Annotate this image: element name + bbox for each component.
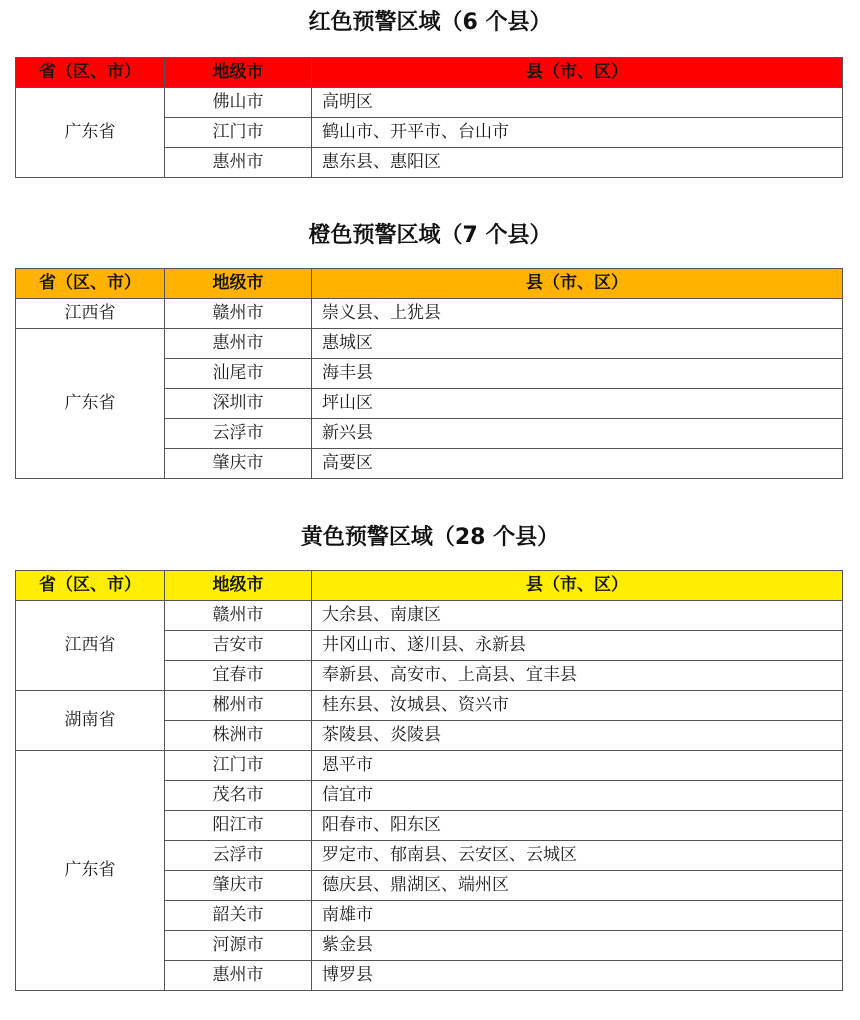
county-cell: 德庆县、鼎湖区、端州区: [312, 871, 843, 901]
warning-table-yellow: [15, 570, 843, 991]
section-red-warning: [0, 8, 860, 172]
county-cell: 罗定市、郁南县、云安区、云城区: [312, 841, 843, 871]
county-cell: 紫金县: [312, 931, 843, 961]
city-cell: 株洲市: [165, 721, 312, 751]
province-cell: 广东省: [16, 88, 165, 178]
county-cell: 海丰县: [312, 359, 843, 389]
city-cell: 吉安市: [165, 631, 312, 661]
county-cell: 高要区: [312, 449, 843, 479]
city-cell: 肇庆市: [165, 871, 312, 901]
city-cell: 韶关市: [165, 901, 312, 931]
header-city: 地级市: [165, 58, 312, 88]
table-row: [16, 691, 843, 721]
county-cell: 惠城区: [312, 329, 843, 359]
county-cell: 惠东县、惠阳区: [312, 148, 843, 178]
section-title: 橙色预警区域（7 个县）: [308, 223, 552, 248]
warning-table-orange: [15, 268, 843, 479]
county-cell: 茶陵县、炎陵县: [312, 721, 843, 751]
city-cell: 云浮市: [165, 419, 312, 449]
county-cell: 阳春市、阳东区: [312, 811, 843, 841]
city-cell: 惠州市: [165, 329, 312, 359]
province-cell: 广东省: [16, 751, 165, 991]
header-row: [16, 269, 843, 299]
header-city: 地级市: [165, 269, 312, 299]
header-county: 县（市、区）: [312, 58, 843, 88]
province-cell: 江西省: [16, 299, 165, 329]
county-cell: 恩平市: [312, 751, 843, 781]
city-cell: 河源市: [165, 931, 312, 961]
county-cell: 坪山区: [312, 389, 843, 419]
county-cell: 崇义县、上犹县: [312, 299, 843, 329]
section-yellow-warning: [0, 523, 860, 985]
province-cell: 广东省: [16, 329, 165, 479]
table-row: [16, 329, 843, 359]
province-cell: 湖南省: [16, 691, 165, 751]
county-cell: 奉新县、高安市、上高县、宜丰县: [312, 661, 843, 691]
header-county: 县（市、区）: [312, 571, 843, 601]
city-cell: 阳江市: [165, 811, 312, 841]
county-cell: 高明区: [312, 88, 843, 118]
city-cell: 赣州市: [165, 601, 312, 631]
table-row: [16, 751, 843, 781]
city-cell: 肇庆市: [165, 449, 312, 479]
city-cell: 宜春市: [165, 661, 312, 691]
county-cell: 南雄市: [312, 901, 843, 931]
table-row: [16, 299, 843, 329]
city-cell: 江门市: [165, 118, 312, 148]
city-cell: 郴州市: [165, 691, 312, 721]
city-cell: 江门市: [165, 751, 312, 781]
county-cell: 桂东县、汝城县、资兴市: [312, 691, 843, 721]
header-row: [16, 571, 843, 601]
header-province: 省（区、市）: [16, 571, 165, 601]
table-row: [16, 601, 843, 631]
county-cell: 井冈山市、遂川县、永新县: [312, 631, 843, 661]
county-cell: 新兴县: [312, 419, 843, 449]
city-cell: 深圳市: [165, 389, 312, 419]
city-cell: 赣州市: [165, 299, 312, 329]
province-cell: 江西省: [16, 601, 165, 691]
table-row: [16, 88, 843, 118]
city-cell: 惠州市: [165, 961, 312, 991]
county-cell: 信宜市: [312, 781, 843, 811]
city-cell: 云浮市: [165, 841, 312, 871]
header-county: 县（市、区）: [312, 269, 843, 299]
city-cell: 惠州市: [165, 148, 312, 178]
header-row: [16, 58, 843, 88]
header-city: 地级市: [165, 571, 312, 601]
county-cell: 博罗县: [312, 961, 843, 991]
city-cell: 茂名市: [165, 781, 312, 811]
county-cell: 大余县、南康区: [312, 601, 843, 631]
section-title: 红色预警区域（6 个县）: [308, 10, 552, 35]
county-cell: 鹤山市、开平市、台山市: [312, 118, 843, 148]
header-province: 省（区、市）: [16, 269, 165, 299]
section-title: 黄色预警区域（28 个县）: [300, 525, 560, 550]
header-province: 省（区、市）: [16, 58, 165, 88]
section-orange-warning: [0, 221, 860, 473]
city-cell: 汕尾市: [165, 359, 312, 389]
warning-table-red: [15, 57, 843, 178]
city-cell: 佛山市: [165, 88, 312, 118]
